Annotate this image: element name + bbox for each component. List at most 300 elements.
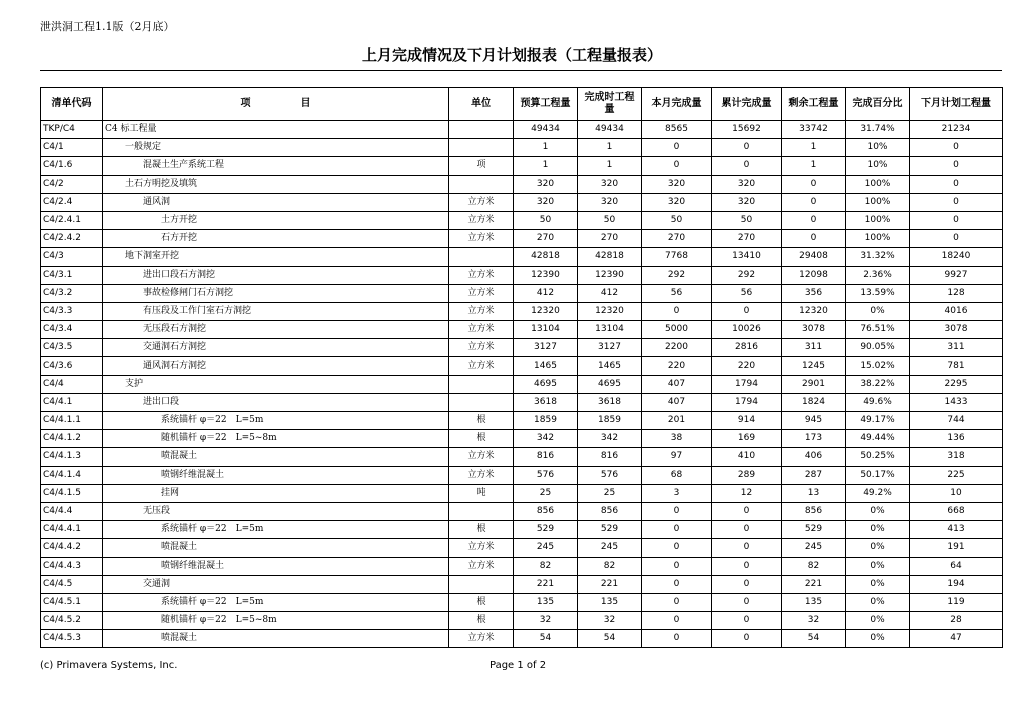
cell-next-plan: 0 xyxy=(910,211,1003,229)
cell-completion-qty: 12390 xyxy=(578,266,642,284)
col-header-month-done: 本月完成量 xyxy=(642,88,712,121)
cell-code: C4/2.4.2 xyxy=(41,230,103,248)
cell-budget: 12320 xyxy=(514,302,578,320)
cell-percent: 50.17% xyxy=(846,466,910,484)
cell-unit: 立方米 xyxy=(449,321,514,339)
cell-budget: 1 xyxy=(514,157,578,175)
cell-next-plan: 781 xyxy=(910,357,1003,375)
cell-cumulative: 1794 xyxy=(712,393,782,411)
cell-remaining: 13 xyxy=(782,484,846,502)
cell-unit xyxy=(449,575,514,593)
table-row xyxy=(41,448,1003,466)
cell-item: 喷钢纤维混凝土 xyxy=(103,557,449,575)
cell-code: C4/4.1.2 xyxy=(41,430,103,448)
cell-percent: 100% xyxy=(846,193,910,211)
cell-budget: 1465 xyxy=(514,357,578,375)
cell-budget: 42818 xyxy=(514,248,578,266)
cell-cumulative: 292 xyxy=(712,266,782,284)
table-row xyxy=(41,521,1003,539)
cell-percent: 100% xyxy=(846,230,910,248)
cell-unit: 立方米 xyxy=(449,230,514,248)
cell-percent: 50.25% xyxy=(846,448,910,466)
cell-item: 随机锚杆 φ＝22 L=5~8m xyxy=(103,612,449,630)
cell-completion-qty: 1 xyxy=(578,157,642,175)
cell-next-plan: 318 xyxy=(910,448,1003,466)
cell-cumulative: 15692 xyxy=(712,121,782,139)
cell-completion-qty: 82 xyxy=(578,557,642,575)
cell-cumulative: 220 xyxy=(712,357,782,375)
title-underline xyxy=(40,70,1002,71)
cell-cumulative: 0 xyxy=(712,593,782,611)
table-body xyxy=(41,121,1003,648)
cell-next-plan: 28 xyxy=(910,612,1003,630)
cell-percent: 31.32% xyxy=(846,248,910,266)
cell-month-done: 0 xyxy=(642,630,712,648)
cell-month-done: 0 xyxy=(642,557,712,575)
cell-remaining: 3078 xyxy=(782,321,846,339)
table-row xyxy=(41,575,1003,593)
cell-code: C4/4.1.3 xyxy=(41,448,103,466)
col-header-code: 清单代码 xyxy=(41,88,103,121)
cell-budget: 49434 xyxy=(514,121,578,139)
table-row xyxy=(41,593,1003,611)
cell-completion-qty: 412 xyxy=(578,284,642,302)
cell-cumulative: 0 xyxy=(712,630,782,648)
cell-cumulative: 0 xyxy=(712,575,782,593)
cell-code: C4/2.4 xyxy=(41,193,103,211)
cell-month-done: 3 xyxy=(642,484,712,502)
cell-month-done: 407 xyxy=(642,375,712,393)
cell-item: 喷混凝土 xyxy=(103,630,449,648)
cell-remaining: 173 xyxy=(782,430,846,448)
cell-percent: 49.6% xyxy=(846,393,910,411)
cell-percent: 49.2% xyxy=(846,484,910,502)
cell-next-plan: 18240 xyxy=(910,248,1003,266)
table-row xyxy=(41,193,1003,211)
footer-page-number: Page 1 of 2 xyxy=(490,660,547,671)
cell-budget: 3618 xyxy=(514,393,578,411)
cell-percent: 100% xyxy=(846,211,910,229)
cell-completion-qty: 3618 xyxy=(578,393,642,411)
cell-unit: 根 xyxy=(449,593,514,611)
cell-completion-qty: 25 xyxy=(578,484,642,502)
cell-next-plan: 10 xyxy=(910,484,1003,502)
table-row xyxy=(41,630,1003,648)
cell-remaining: 33742 xyxy=(782,121,846,139)
table-row xyxy=(41,284,1003,302)
table-row xyxy=(41,339,1003,357)
cell-next-plan: 21234 xyxy=(910,121,1003,139)
cell-completion-qty: 320 xyxy=(578,193,642,211)
cell-next-plan: 47 xyxy=(910,630,1003,648)
cell-budget: 12390 xyxy=(514,266,578,284)
cell-code: C4/1.6 xyxy=(41,157,103,175)
cell-cumulative: 169 xyxy=(712,430,782,448)
cell-budget: 3127 xyxy=(514,339,578,357)
cell-remaining: 54 xyxy=(782,630,846,648)
cell-cumulative: 12 xyxy=(712,484,782,502)
cell-budget: 529 xyxy=(514,521,578,539)
cell-month-done: 50 xyxy=(642,211,712,229)
cell-unit xyxy=(449,139,514,157)
table-row xyxy=(41,375,1003,393)
report-title: 上月完成情况及下月计划报表（工程量报表） xyxy=(361,46,662,64)
cell-unit: 立方米 xyxy=(449,302,514,320)
cell-percent: 76.51% xyxy=(846,321,910,339)
cell-completion-qty: 270 xyxy=(578,230,642,248)
cell-item: 土方开挖 xyxy=(103,211,449,229)
cell-code: C4/4.1.1 xyxy=(41,412,103,430)
cell-budget: 50 xyxy=(514,211,578,229)
cell-month-done: 68 xyxy=(642,466,712,484)
cell-remaining: 406 xyxy=(782,448,846,466)
cell-unit: 项 xyxy=(449,157,514,175)
cell-month-done: 0 xyxy=(642,139,712,157)
table-row xyxy=(41,393,1003,411)
table-row xyxy=(41,430,1003,448)
table-row xyxy=(41,139,1003,157)
cell-next-plan: 9927 xyxy=(910,266,1003,284)
cell-code: C4/3.6 xyxy=(41,357,103,375)
cell-percent: 49.17% xyxy=(846,412,910,430)
cell-next-plan: 3078 xyxy=(910,321,1003,339)
report-version-note: 泄洪洞工程1.1版（2月底） xyxy=(40,20,175,33)
cell-unit: 根 xyxy=(449,612,514,630)
cell-month-done: 38 xyxy=(642,430,712,448)
col-header-next-plan: 下月计划工程量 xyxy=(910,88,1003,121)
cell-remaining: 12098 xyxy=(782,266,846,284)
cell-budget: 54 xyxy=(514,630,578,648)
cell-completion-qty: 50 xyxy=(578,211,642,229)
cell-remaining: 945 xyxy=(782,412,846,430)
cell-completion-qty: 856 xyxy=(578,502,642,520)
cell-percent: 2.36% xyxy=(846,266,910,284)
cell-remaining: 856 xyxy=(782,502,846,520)
cell-cumulative: 0 xyxy=(712,157,782,175)
cell-item: 通风洞石方洞挖 xyxy=(103,357,449,375)
cell-cumulative: 0 xyxy=(712,139,782,157)
cell-next-plan: 0 xyxy=(910,139,1003,157)
col-header-percent: 完成百分比 xyxy=(846,88,910,121)
cell-unit: 立方米 xyxy=(449,448,514,466)
table-row xyxy=(41,321,1003,339)
cell-cumulative: 320 xyxy=(712,175,782,193)
cell-code: C4/3.1 xyxy=(41,266,103,284)
cell-item: 混凝土生产系统工程 xyxy=(103,157,449,175)
cell-completion-qty: 12320 xyxy=(578,302,642,320)
cell-code: C4/1 xyxy=(41,139,103,157)
cell-remaining: 32 xyxy=(782,612,846,630)
cell-item: 进出口段 xyxy=(103,393,449,411)
cell-next-plan: 194 xyxy=(910,575,1003,593)
cell-code: C4/4.4.3 xyxy=(41,557,103,575)
cell-item: 土石方明挖及填筑 xyxy=(103,175,449,193)
cell-remaining: 1245 xyxy=(782,357,846,375)
cell-remaining: 529 xyxy=(782,521,846,539)
cell-next-plan: 1433 xyxy=(910,393,1003,411)
cell-code: C4/4.5.2 xyxy=(41,612,103,630)
cell-unit xyxy=(449,375,514,393)
cell-item: 喷混凝土 xyxy=(103,539,449,557)
cell-month-done: 407 xyxy=(642,393,712,411)
cell-cumulative: 289 xyxy=(712,466,782,484)
cell-month-done: 292 xyxy=(642,266,712,284)
cell-completion-qty: 1 xyxy=(578,139,642,157)
cell-completion-qty: 816 xyxy=(578,448,642,466)
cell-item: 有压段及工作门室石方洞挖 xyxy=(103,302,449,320)
col-header-unit: 单位 xyxy=(449,88,514,121)
cell-percent: 0% xyxy=(846,612,910,630)
cell-percent: 0% xyxy=(846,539,910,557)
cell-budget: 342 xyxy=(514,430,578,448)
cell-item: 交通洞石方洞挖 xyxy=(103,339,449,357)
cell-item: 挂网 xyxy=(103,484,449,502)
cell-unit: 立方米 xyxy=(449,630,514,648)
cell-completion-qty: 1859 xyxy=(578,412,642,430)
cell-completion-qty: 4695 xyxy=(578,375,642,393)
cell-completion-qty: 342 xyxy=(578,430,642,448)
cell-unit xyxy=(449,248,514,266)
cell-cumulative: 410 xyxy=(712,448,782,466)
cell-item: 进出口段石方洞挖 xyxy=(103,266,449,284)
cell-code: C4/3.2 xyxy=(41,284,103,302)
cell-item: 无压段 xyxy=(103,502,449,520)
cell-month-done: 2200 xyxy=(642,339,712,357)
cell-unit: 立方米 xyxy=(449,357,514,375)
cell-code: C4/4.5.1 xyxy=(41,593,103,611)
cell-remaining: 0 xyxy=(782,211,846,229)
col-header-budget: 预算工程量 xyxy=(514,88,578,121)
cell-remaining: 356 xyxy=(782,284,846,302)
table-row xyxy=(41,248,1003,266)
cell-budget: 576 xyxy=(514,466,578,484)
cell-percent: 38.22% xyxy=(846,375,910,393)
cell-cumulative: 13410 xyxy=(712,248,782,266)
cell-item: 交通洞 xyxy=(103,575,449,593)
col-header-remaining: 剩余工程量 xyxy=(782,88,846,121)
cell-item: 支护 xyxy=(103,375,449,393)
cell-unit xyxy=(449,175,514,193)
cell-month-done: 0 xyxy=(642,575,712,593)
cell-month-done: 5000 xyxy=(642,321,712,339)
cell-percent: 100% xyxy=(846,175,910,193)
cell-remaining: 0 xyxy=(782,193,846,211)
col-header-completion-qty: 完成时工程量 xyxy=(578,88,642,121)
cell-remaining: 82 xyxy=(782,557,846,575)
cell-next-plan: 0 xyxy=(910,230,1003,248)
cell-percent: 10% xyxy=(846,157,910,175)
cell-month-done: 0 xyxy=(642,157,712,175)
cell-unit: 立方米 xyxy=(449,557,514,575)
cell-code: C4/4.4 xyxy=(41,502,103,520)
cell-cumulative: 0 xyxy=(712,521,782,539)
cell-budget: 25 xyxy=(514,484,578,502)
cell-remaining: 311 xyxy=(782,339,846,357)
cell-code: C4/4.4.1 xyxy=(41,521,103,539)
cell-completion-qty: 221 xyxy=(578,575,642,593)
cell-code: TKP/C4 xyxy=(41,121,103,139)
cell-budget: 320 xyxy=(514,175,578,193)
cell-next-plan: 64 xyxy=(910,557,1003,575)
col-header-cumulative: 累计完成量 xyxy=(712,88,782,121)
cell-percent: 15.02% xyxy=(846,357,910,375)
cell-item: 地下洞室开挖 xyxy=(103,248,449,266)
cell-percent: 0% xyxy=(846,521,910,539)
cell-cumulative: 0 xyxy=(712,557,782,575)
cell-next-plan: 2295 xyxy=(910,375,1003,393)
cell-unit: 立方米 xyxy=(449,266,514,284)
cell-month-done: 270 xyxy=(642,230,712,248)
cell-code: C4/4.5.3 xyxy=(41,630,103,648)
cell-item: 石方开挖 xyxy=(103,230,449,248)
cell-cumulative: 914 xyxy=(712,412,782,430)
cell-unit: 根 xyxy=(449,412,514,430)
cell-cumulative: 0 xyxy=(712,612,782,630)
cell-month-done: 8565 xyxy=(642,121,712,139)
cell-budget: 816 xyxy=(514,448,578,466)
cell-percent: 10% xyxy=(846,139,910,157)
cell-month-done: 0 xyxy=(642,593,712,611)
table-header-row xyxy=(41,88,1003,121)
cell-percent: 0% xyxy=(846,502,910,520)
cell-completion-qty: 320 xyxy=(578,175,642,193)
cell-remaining: 0 xyxy=(782,175,846,193)
cell-item: 通风洞 xyxy=(103,193,449,211)
table-row xyxy=(41,502,1003,520)
cell-unit xyxy=(449,121,514,139)
cell-next-plan: 191 xyxy=(910,539,1003,557)
cell-percent: 0% xyxy=(846,630,910,648)
cell-cumulative: 0 xyxy=(712,502,782,520)
cell-item: 喷钢纤维混凝土 xyxy=(103,466,449,484)
cell-cumulative: 1794 xyxy=(712,375,782,393)
cell-item: 喷混凝土 xyxy=(103,448,449,466)
cell-completion-qty: 32 xyxy=(578,612,642,630)
cell-remaining: 287 xyxy=(782,466,846,484)
cell-month-done: 320 xyxy=(642,175,712,193)
cell-budget: 270 xyxy=(514,230,578,248)
table-row xyxy=(41,230,1003,248)
cell-code: C4/4.5 xyxy=(41,575,103,593)
cell-next-plan: 311 xyxy=(910,339,1003,357)
cell-budget: 221 xyxy=(514,575,578,593)
cell-completion-qty: 245 xyxy=(578,539,642,557)
cell-percent: 0% xyxy=(846,302,910,320)
table-row xyxy=(41,539,1003,557)
cell-item: 无压段石方洞挖 xyxy=(103,321,449,339)
table-row xyxy=(41,357,1003,375)
cell-month-done: 56 xyxy=(642,284,712,302)
cell-month-done: 0 xyxy=(642,612,712,630)
cell-next-plan: 0 xyxy=(910,193,1003,211)
cell-item: C4 标工程量 xyxy=(103,121,449,139)
cell-code: C4/4.1 xyxy=(41,393,103,411)
cell-unit xyxy=(449,502,514,520)
cell-remaining: 29408 xyxy=(782,248,846,266)
cell-month-done: 97 xyxy=(642,448,712,466)
cell-percent: 31.74% xyxy=(846,121,910,139)
cell-unit: 立方米 xyxy=(449,466,514,484)
cell-remaining: 0 xyxy=(782,230,846,248)
cell-remaining: 135 xyxy=(782,593,846,611)
cell-next-plan: 668 xyxy=(910,502,1003,520)
table-row xyxy=(41,466,1003,484)
table-row xyxy=(41,175,1003,193)
cell-unit: 立方米 xyxy=(449,339,514,357)
cell-next-plan: 413 xyxy=(910,521,1003,539)
cell-next-plan: 0 xyxy=(910,175,1003,193)
cell-unit: 立方米 xyxy=(449,539,514,557)
cell-budget: 1859 xyxy=(514,412,578,430)
cell-next-plan: 744 xyxy=(910,412,1003,430)
cell-cumulative: 0 xyxy=(712,302,782,320)
cell-percent: 90.05% xyxy=(846,339,910,357)
cell-next-plan: 136 xyxy=(910,430,1003,448)
cell-month-done: 7768 xyxy=(642,248,712,266)
cell-remaining: 245 xyxy=(782,539,846,557)
cell-completion-qty: 135 xyxy=(578,593,642,611)
cell-next-plan: 4016 xyxy=(910,302,1003,320)
cell-month-done: 0 xyxy=(642,521,712,539)
cell-item: 系统锚杆 φ＝22 L=5m xyxy=(103,412,449,430)
cell-percent: 13.59% xyxy=(846,284,910,302)
table-row xyxy=(41,557,1003,575)
cell-percent: 0% xyxy=(846,557,910,575)
cell-next-plan: 0 xyxy=(910,157,1003,175)
cell-month-done: 0 xyxy=(642,502,712,520)
cell-budget: 856 xyxy=(514,502,578,520)
cell-remaining: 1 xyxy=(782,157,846,175)
col-header-item: 项 目 xyxy=(103,88,449,121)
table-row xyxy=(41,302,1003,320)
table-row xyxy=(41,211,1003,229)
cell-budget: 32 xyxy=(514,612,578,630)
cell-month-done: 201 xyxy=(642,412,712,430)
cell-remaining: 12320 xyxy=(782,302,846,320)
cell-month-done: 0 xyxy=(642,302,712,320)
table-row xyxy=(41,484,1003,502)
cell-code: C4/4.1.4 xyxy=(41,466,103,484)
cell-budget: 320 xyxy=(514,193,578,211)
cell-cumulative: 56 xyxy=(712,284,782,302)
cell-budget: 135 xyxy=(514,593,578,611)
cell-remaining: 221 xyxy=(782,575,846,593)
cell-cumulative: 10026 xyxy=(712,321,782,339)
cell-percent: 0% xyxy=(846,575,910,593)
cell-cumulative: 270 xyxy=(712,230,782,248)
cell-completion-qty: 54 xyxy=(578,630,642,648)
cell-code: C4/3 xyxy=(41,248,103,266)
table-row xyxy=(41,266,1003,284)
cell-budget: 4695 xyxy=(514,375,578,393)
cell-code: C4/2 xyxy=(41,175,103,193)
quantity-table xyxy=(40,87,1003,648)
cell-month-done: 220 xyxy=(642,357,712,375)
cell-item: 系统锚杆 φ＝22 L=5m xyxy=(103,521,449,539)
cell-percent: 0% xyxy=(846,593,910,611)
cell-month-done: 320 xyxy=(642,193,712,211)
cell-code: C4/4 xyxy=(41,375,103,393)
cell-completion-qty: 13104 xyxy=(578,321,642,339)
cell-completion-qty: 529 xyxy=(578,521,642,539)
cell-completion-qty: 3127 xyxy=(578,339,642,357)
cell-code: C4/3.4 xyxy=(41,321,103,339)
cell-budget: 1 xyxy=(514,139,578,157)
footer-copyright: (c) Primavera Systems, Inc. xyxy=(40,660,178,671)
table-row xyxy=(41,412,1003,430)
cell-unit: 根 xyxy=(449,430,514,448)
cell-completion-qty: 576 xyxy=(578,466,642,484)
